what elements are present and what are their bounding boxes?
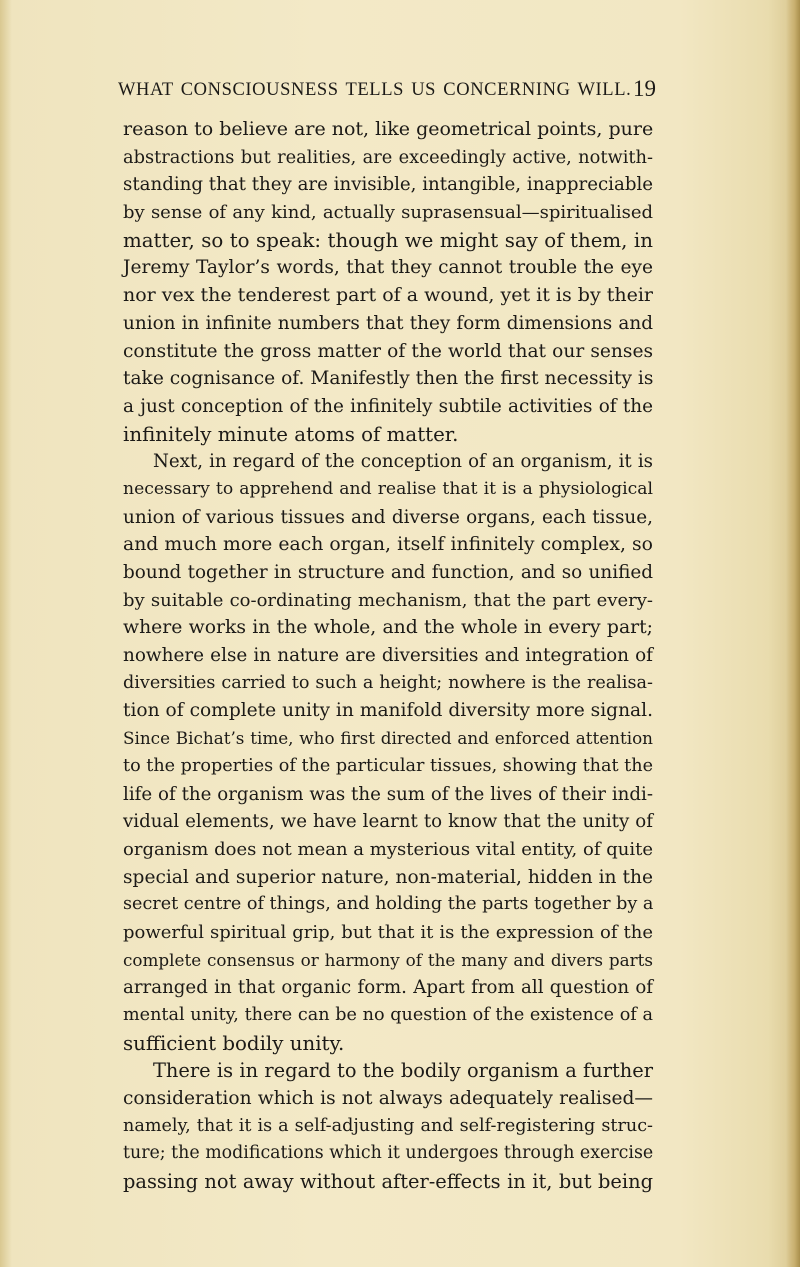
text-line: nowhere else in nature are diversities and integration of [123, 645, 653, 667]
text-line: consideration which is not always adequately realised— [123, 1088, 653, 1110]
text-line: tion of complete unity in manifold diversity more signal. [123, 700, 653, 722]
text-line: where works in the whole, and the whole in every part; [123, 617, 653, 639]
text-line: a just conception of the infinitely subtile activities of the [123, 395, 653, 417]
text-line: take cognisance of. Manifestly then the first necessity is [123, 368, 654, 390]
text-line: to the properties of the particular tissues, showing that the [123, 755, 653, 776]
text-line: reason to believe are not, like geometrical points, pure [123, 118, 654, 140]
text-line: secret centre of things, and holding the parts together by a [123, 894, 654, 915]
text-line: and much more each organ, itself infinitely complex, so [123, 534, 653, 556]
text-line: Jeremy Taylor’s words, that they cannot trouble the eye [123, 257, 653, 279]
text-line: mental unity, there can be no question of the existence of a [123, 1005, 653, 1025]
paragraph-end-line: infinitely minute atoms of matter. [123, 422, 459, 446]
page-header [118, 76, 656, 110]
body-text [123, 116, 653, 1196]
text-line: passing not away without after-effects in it, but being [123, 1170, 653, 1194]
text-line: union of various tissues and diverse organs, each tissue, [123, 506, 653, 528]
paragraph-start-line: There is in regard to the bodily organism a further [153, 1059, 653, 1083]
text-line: organism does not mean a mysterious vital entity, of quite [123, 838, 653, 860]
paragraph-start-line: Next, in regard of the conception of an organism, it is [153, 451, 653, 473]
paragraph-end-line: sufficient bodily unity. [123, 1031, 345, 1055]
text-line: powerful spiritual grip, but that it is the expression of the [123, 921, 653, 943]
text-line: by suitable co-ordinating mechanism, that the part every- [123, 589, 653, 611]
running-head: WHAT CONSCIOUSNESS TELLS US CONCERNING WILL. [118, 80, 632, 100]
page-edge [786, 0, 800, 1267]
text-line: necessary to apprehend and realise that it is a physiological [123, 478, 653, 499]
text-line: union in infinite numbers that they form dimensions and [123, 312, 653, 334]
text-line: constitute the gross matter of the world that our senses [123, 340, 653, 362]
text-line: life of the organism was the sum of the lives of their indi- [123, 783, 653, 805]
text-line: ture; the modifications which it undergoes through exercise [123, 1143, 654, 1164]
text-line: bound together in structure and function, and so unified [123, 562, 653, 583]
text-line: arranged in that organic form. Apart from all question of [123, 977, 653, 999]
text-line: abstractions but realities, are exceedingly active, notwith- [123, 146, 653, 168]
text-line: vidual elements, we have learnt to know that the unity of [123, 811, 653, 833]
page-gutter-shadow [0, 0, 12, 1267]
text-line: complete consensus or harmony of the many and divers parts [123, 949, 653, 970]
text-line: Since Bichat’s time, who first directed and enforced attention [123, 728, 653, 749]
text-line: nor vex the tenderest part of a wound, yet it is by their [123, 284, 653, 307]
text-line: matter, so to speak: though we might say of them, in [123, 228, 653, 252]
text-line: special and superior nature, non-material, hidden in the [123, 866, 653, 888]
text-line: standing that they are invisible, intangible, inappreciable [123, 174, 654, 196]
page-number: 19 [633, 76, 656, 101]
text-line: diversities carried to such a height; nowhere is the realisa- [123, 672, 653, 693]
text-line: namely, that it is a self-adjusting and self-registering struc- [123, 1115, 653, 1136]
text-line: by sense of any kind, actually suprasensual—spiritualised [123, 202, 653, 224]
